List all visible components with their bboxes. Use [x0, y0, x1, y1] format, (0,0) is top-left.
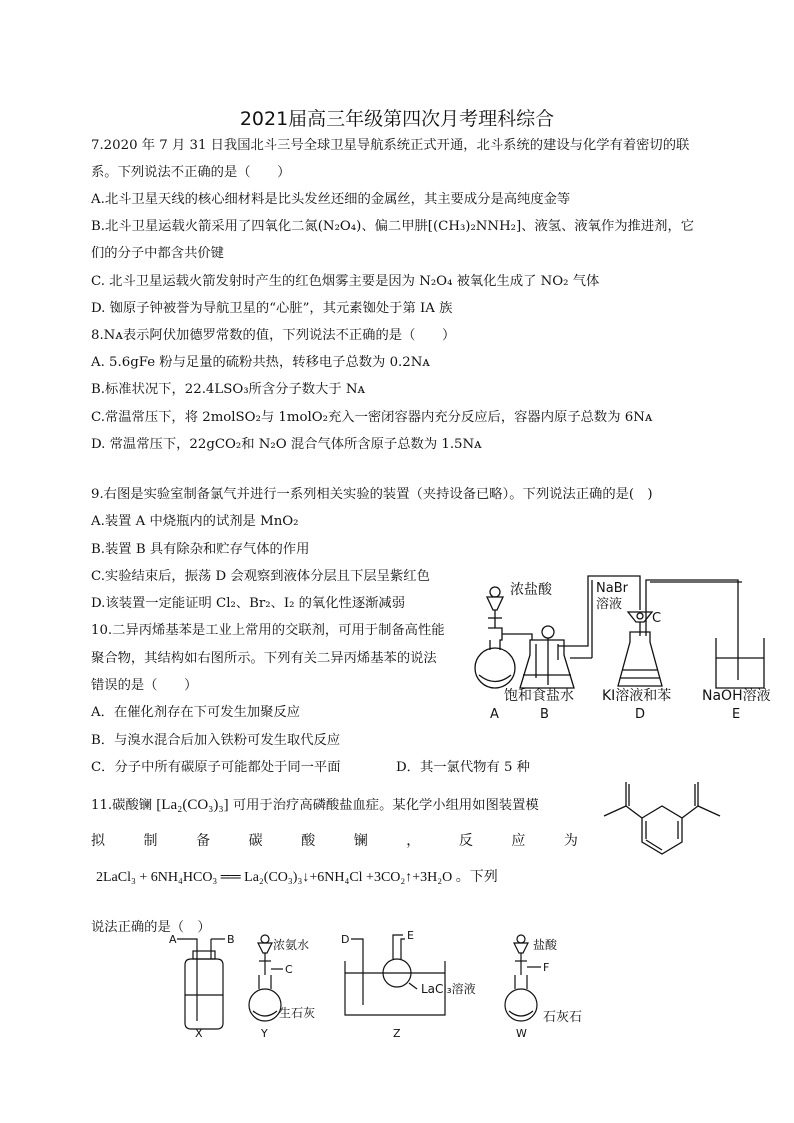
q9-option-b: B.装置 B 具有除杂和贮存气体的作用	[91, 542, 310, 557]
q11-formula: [La₂(CO₃)₃]	[156, 797, 229, 813]
fig11-port-f: F	[543, 961, 550, 974]
q8-option-b: B.标准状况下，22.4LSO₃所含分子数大于 Nᴀ	[91, 382, 366, 397]
q8-option-a: A. 5.6gFe 粉与足量的硫粉共热，转移电子总数为 0.2Nᴀ	[91, 355, 430, 370]
q11-stem-line3: 说法正确的是（ ）	[91, 920, 211, 935]
fig9-e-reagent: NaOH溶液	[702, 688, 771, 704]
q11-word: 为	[563, 833, 578, 849]
q7-stem-line1: 7.2020 年 7 月 31 日我国北斗三号全球卫星导航系统正式开通，北斗系统的建设与化学有着密切的联	[91, 138, 690, 153]
q11-equation: 2LaCl₃ + 6NH₄HCO₃ ══ La₂(CO₃)₃↓+6NH₄Cl +3CO₂↑+3H₂O 。下列	[96, 870, 498, 885]
q9-option-d: D.该装置一定能证明 Cl₂、Br₂、I₂ 的氧化性逐渐减弱	[91, 596, 406, 611]
q7-option-a: A.北斗卫星天线的核心细材料是比头发丝还细的金属丝，其主要成分是高纯度金等	[91, 192, 571, 207]
q11-word: 应	[511, 833, 526, 849]
fig11-name-x: X	[195, 1027, 203, 1040]
fig11-quicklime: 生石灰	[279, 1006, 316, 1020]
fig9-letter-e: E	[732, 707, 741, 722]
q7-stem-line2: 系。下列说法不正确的是（ ）	[91, 165, 291, 180]
fig11-port-e: E	[407, 929, 414, 942]
fig11-port-b: B	[227, 933, 235, 946]
q10-option-c: C．分子中所有碳原子可能都处于同一平面	[91, 760, 341, 775]
q10-stem-line2: 聚合物，其结构如右图所示。下列有关二异丙烯基苯的说法	[91, 651, 437, 666]
q11-stem-line1	[91, 795, 539, 816]
fig9-letter-d: D	[635, 707, 646, 722]
fig11-ammonia: 浓氨水	[273, 938, 310, 952]
fig9-letter-b: B	[540, 707, 549, 722]
q8-stem: 8.Nᴀ表示阿伏加德罗常数的值，下列说法不正确的是（ ）	[91, 328, 456, 343]
q10-option-d: D．其一氯代物有 5 种	[396, 760, 530, 775]
q9-option-c: C.实验结束后，振荡 D 会观察到液体分层且下层呈紫红色	[91, 569, 430, 584]
q11-word: 制	[143, 833, 158, 849]
q7-option-b-line2: 们的分子中都含共价键	[91, 246, 224, 261]
fig11-hcl: 盐酸	[533, 938, 558, 952]
fig11-limestone: 石灰石	[543, 1010, 583, 1025]
fig11-port-a: A	[169, 933, 177, 946]
fig9-hcl-label: 浓盐酸	[510, 582, 552, 598]
q11-word: 备	[196, 833, 211, 849]
q11-word: 碳	[248, 833, 263, 849]
q7-option-b-line1: B.北斗卫星运载火箭采用了四氧化二氮(N₂O₄)、偏二甲肼[(CH₃)₂NNH₂]、液氢、液氧作为推进剂，它	[91, 219, 695, 234]
fig9-b-reagent: 饱和食盐水	[504, 688, 574, 704]
q10-stem-line3: 错误的是（ ）	[91, 678, 198, 693]
q11-word: ，	[406, 833, 421, 849]
fig11-name-w: W	[516, 1027, 527, 1040]
q9-stem: 9.右图是实验室制备氯气并进行一系列相关实验的装置（夹持设备已略）。下列说法正确的是( )	[91, 487, 653, 502]
fig11-port-d: D	[341, 933, 350, 946]
page-title: 2021届高三年级第四次月考理科综合	[239, 108, 555, 130]
q8-option-d: D. 常温常压下，22gCO₂和 N₂O 混合气体所含原子总数为 1.5Nᴀ	[91, 437, 482, 452]
q10-stem-line1: 10.二异丙烯基苯是工业上常用的交联剂，可用于制备高性能	[91, 623, 445, 638]
q11-stem-1a: 11.碳酸镧	[91, 798, 153, 813]
fig11-lacl3: LaCl₃溶液	[421, 982, 476, 996]
q11-stem-1b: 可用于治疗高磷酸盐血症。某化学小组用如图装置模	[232, 798, 539, 813]
fig9-apparatus	[470, 570, 790, 725]
fig9-nabr-label-2: 溶液	[596, 597, 623, 612]
q9-option-a: A.装置 A 中烧瓶内的试剂是 MnO₂	[91, 514, 299, 529]
fig9-valve-c: C	[652, 611, 662, 626]
fig11-apparatus	[165, 925, 605, 1040]
diisopropenylbenzene-structure	[596, 776, 726, 866]
fig11-name-z: Z	[393, 1027, 401, 1040]
fig9-letter-a: A	[490, 707, 499, 722]
q7-option-d: D. 铷原子钟被誉为导航卫星的“心脏”，其元素铷处于第 IA 族	[91, 301, 453, 316]
fig11-port-c: C	[285, 963, 293, 976]
q11-stem-line2	[91, 830, 578, 850]
q11-word: 反	[458, 833, 473, 849]
q10-option-b: B．与溴水混合后加入铁粉可发生取代反应	[91, 733, 341, 748]
q11-word: 镧	[353, 833, 368, 849]
fig9-d-reagent: KI溶液和苯	[602, 688, 672, 704]
fig9-nabr-label: NaBr	[596, 581, 628, 596]
q11-word: 拟	[91, 833, 105, 849]
q8-option-c: C.常温常压下，将 2molSO₂与 1molO₂充入一密闭容器内充分反应后，容器内原子总数为 6Nᴀ	[91, 410, 653, 425]
q7-option-c: C. 北斗卫星运载火箭发射时产生的红色烟雾主要是因为 N₂O₄ 被氧化生成了 NO₂ 气体	[91, 274, 600, 289]
q10-option-a: A．在催化剂存在下可发生加聚反应	[91, 705, 301, 720]
fig11-name-y: Y	[261, 1027, 268, 1040]
q11-word: 酸	[301, 833, 316, 849]
